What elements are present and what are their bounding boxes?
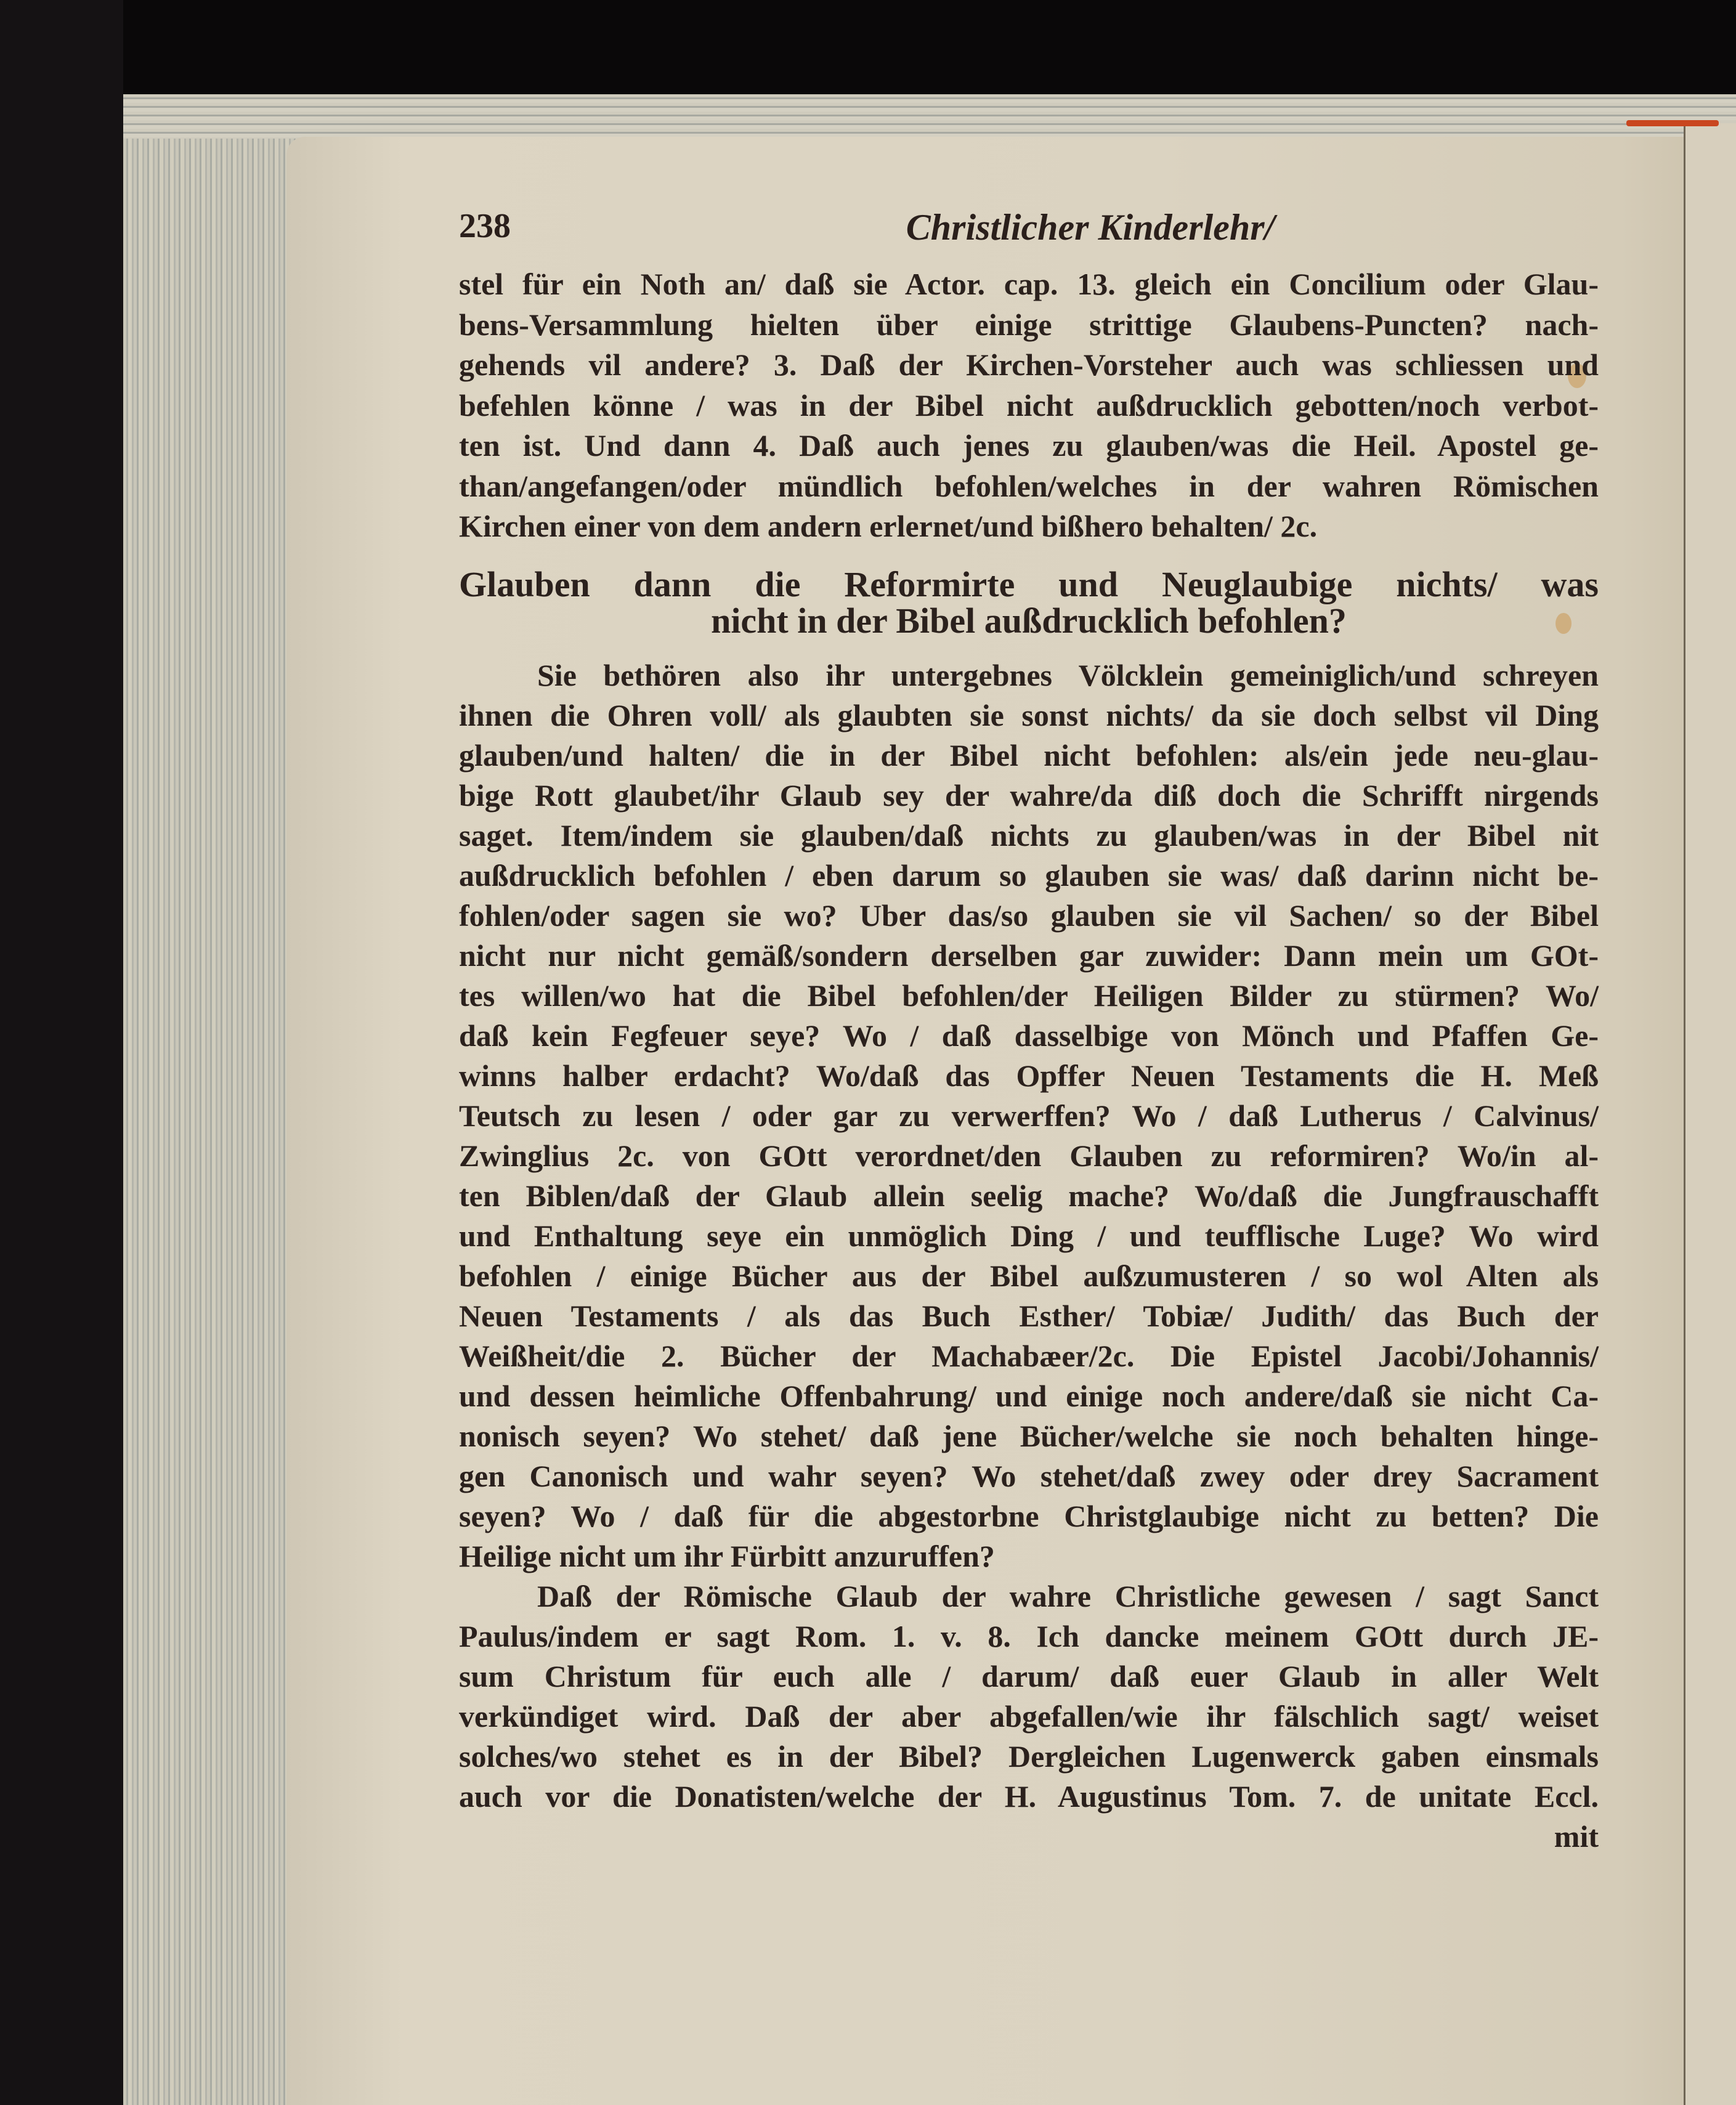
red-page-edge (1626, 120, 1719, 126)
text-line: bens-Versammlung hielten über einige strittige Glaubens-Puncten? nach- (459, 307, 1599, 342)
text-line: Heilige nicht um ihr Fürbitt anzuruffen? (459, 1539, 995, 1573)
text-line: ten Biblen/daß der Glaub allein seelig mache? Wo/daß die Jungfrauschafft (459, 1178, 1599, 1213)
text-line: Weißheit/die 2. Bücher der Machabæer/2c. Die Epistel Jacobi/Johannis/ (459, 1339, 1599, 1373)
text-line: than/angefangen/oder mündlich befohlen/welches in der wahren Römischen (459, 468, 1599, 503)
text-line: verkündiget wird. Daß der aber abgefallen/wie ihr fälschlich sagt/ weiset (459, 1699, 1599, 1734)
text-line: Teutsch zu lesen / oder gar zu verwerffen? Wo / daß Lutherus / Calvinus/ (459, 1098, 1599, 1133)
text-line: bige Rott glaubet/ihr Glaub sey der wahre/da diß doch die Schrifft nirgends (459, 778, 1599, 813)
text-line: stel für ein Noth an/ daß sie Actor. cap. 13. gleich ein Concilium oder Glau- (459, 267, 1599, 301)
text-line: gen Canonisch und wahr seyen? Wo stehet/daß zwey oder drey Sacrament (459, 1459, 1599, 1493)
running-title: Christlicher Kinderlehr/ (906, 207, 1275, 248)
text-line: nonisch seyen? Wo stehet/ daß jene Bücher/welche sie noch behalten hinge- (459, 1419, 1599, 1453)
text-line: ihnen die Ohren voll/ als glaubten sie sonst nichts/ da sie doch selbst vil Ding (459, 698, 1599, 732)
text-line: sum Christum für euch alle / darum/ daß euer Glaub in aller Welt (459, 1659, 1599, 1693)
text-line: winns halber erdacht? Wo/daß das Opffer Neuen Testaments die H. Meß (459, 1058, 1599, 1093)
text-line: außdrucklich befohlen / eben darum so glauben sie was/ daß darinn nicht be- (459, 858, 1599, 893)
text-line: saget. Item/indem sie glauben/daß nichts zu glauben/was in der Bibel nit (459, 818, 1599, 853)
text-line: tes willen/wo hat die Bibel befohlen/der Heiligen Bilder zu stürmen? Wo/ (459, 978, 1599, 1013)
text-line: befohlen / einige Bücher aus der Bibel außzumusteren / so wol Alten als (459, 1259, 1599, 1293)
text-line: und dessen heimliche Offenbahrung/ und einige noch andere/daß sie nicht Ca- (459, 1379, 1599, 1413)
background-left (0, 0, 123, 2105)
text-line: Paulus/indem er sagt Rom. 1. v. 8. Ich dancke meinem GOtt durch JE- (459, 1619, 1599, 1653)
gutter-fold (1684, 123, 1685, 2105)
text-line: befehlen könne / was in der Bibel nicht außdrucklich gebotten/noch verbot- (459, 387, 1599, 423)
text-line: daß kein Fegfeuer seye? Wo / daß dasselbige von Mönch und Pfaffen Ge- (459, 1018, 1599, 1053)
text-line: Zwinglius 2c. von GOtt verordnet/den Glauben zu reformiren? Wo/in al- (459, 1138, 1599, 1173)
text-line: seyen? Wo / daß für die abgestorbne Christglaubige nicht zu betten? Die (459, 1499, 1599, 1533)
text-line: Daß der Römische Glaub der wahre Christliche gewesen / sagt Sanct (537, 1579, 1599, 1613)
text-line: Neuen Testaments / als das Buch Esther/ Tobiæ/ Judith/ das Buch der (459, 1299, 1599, 1333)
text-line: und Enthaltung seye ein unmöglich Ding / und teufflische Luge? Wo wird (459, 1219, 1599, 1253)
text-line: Sie bethören also ihr untergebnes Völcklein gemeiniglich/und schreyen (537, 658, 1599, 692)
page-stack-top-edges (123, 94, 1736, 139)
section-heading-line: Glauben dann die Reformirte und Neuglaubige nichts/ was (459, 564, 1599, 604)
text-line: gehends vil andere? 3. Daß der Kirchen-Vorsteher auch was schliessen und (459, 347, 1599, 382)
text-line: Kirchen einer von dem andern erlernet/und bißhero behalten/ 2c. (459, 509, 1318, 543)
section-heading-line: nicht in der Bibel außdrucklich befohlen? (711, 601, 1347, 641)
text-line: ten ist. Und dann 4. Daß auch jenes zu glauben/was die Heil. Apostel ge- (459, 428, 1599, 463)
catchword: mit (1554, 1819, 1599, 1854)
page-number: 238 (459, 207, 511, 245)
text-line: auch vor die Donatisten/welche der H. Augustinus Tom. 7. de unitate Eccl. (459, 1779, 1599, 1814)
text-line: glauben/und halten/ die in der Bibel nicht befohlen: als/ein jede neu-glau- (459, 738, 1599, 773)
facing-page-edge (1685, 123, 1736, 2105)
text-line: solches/wo stehet es in der Bibel? Dergleichen Lugenwerck gaben einsmals (459, 1739, 1599, 1774)
text-line: fohlen/oder sagen sie wo? Uber das/so glauben sie vil Sachen/ so der Bibel (459, 898, 1599, 933)
text-line: nicht nur nicht gemäß/sondern derselben gar zuwider: Dann mein um GOt- (459, 938, 1599, 973)
